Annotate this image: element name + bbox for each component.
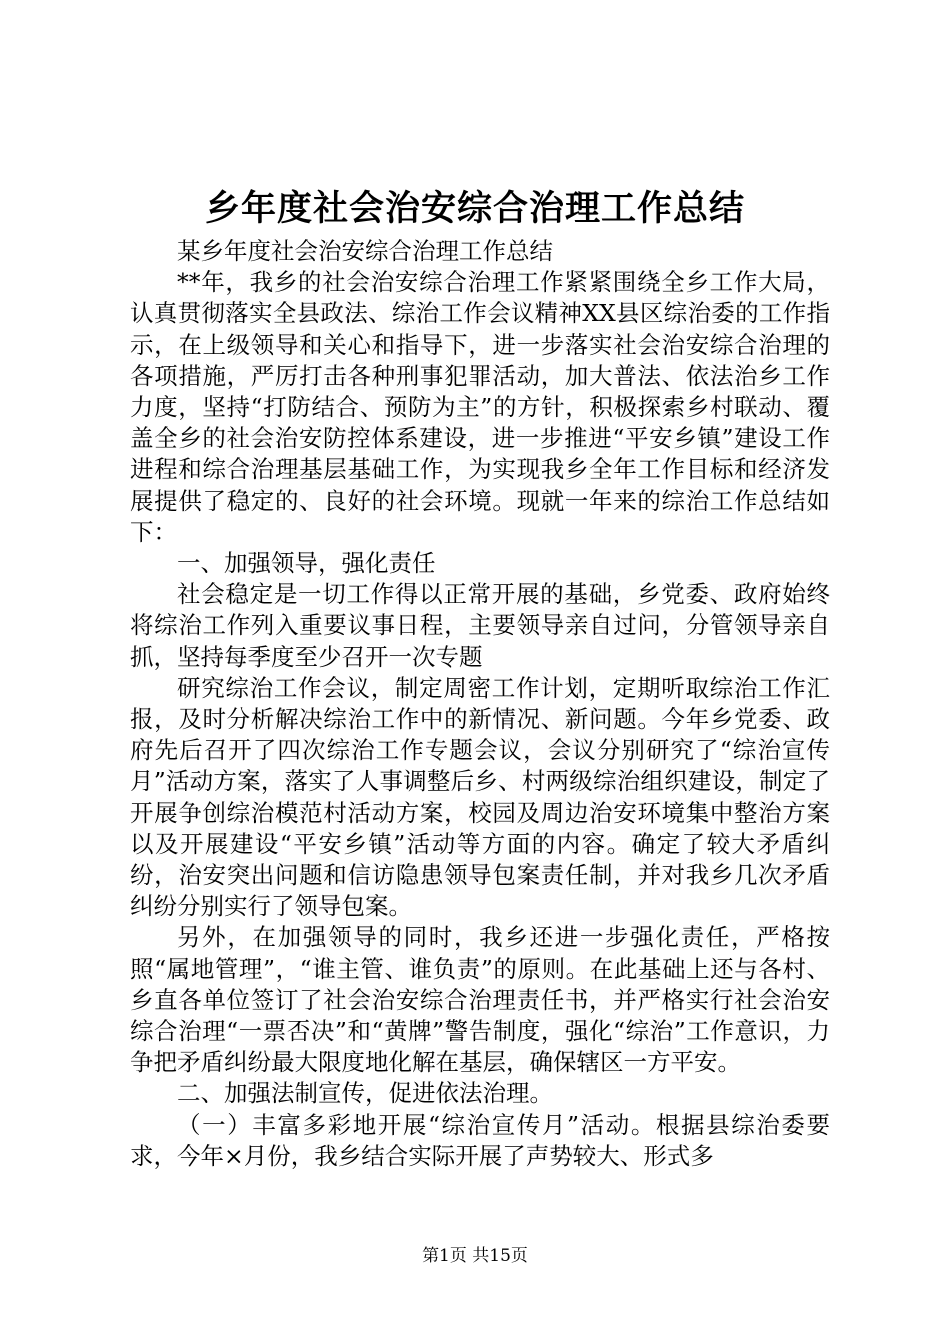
paragraph: 研究综治工作会议，制定周密工作计划，定期听取综治工作汇报，及时分析解决综治工作中的新情况、新问题。今年乡党委、政府先后召开了四次综治工作专题会议，会议分别研究了“综治宣传月”活动方案，落实了人事调整后乡、村两级综治组织建设，制定了开展争创综治模范村活动方案，校园及周边治安环境集中整治方案以及开展建设“平安乡镇”活动等方面的内容。确定了较大矛盾纠纷，治安突出问题和信访隐患领导包案责任制，并对我乡几次矛盾纠纷分别实行了领导包案。 [130, 673, 830, 921]
paragraph: 社会稳定是一切工作得以正常开展的基础，乡党委、政府始终将综治工作列入重要议事日程，主要领导亲自过问，分管领导亲自抓，坚持每季度至少召开一次专题 [130, 580, 830, 671]
document-body [130, 236, 830, 1172]
paragraph: 另外，在加强领导的同时，我乡还进一步强化责任，严格按照“属地管理”，“谁主管、谁负责”的原则。在此基础上还与各村、乡直各单位签订了社会治安综合治理责任书，并严格实行社会治安综合治理“一票否决”和“黄牌”警告制度，强化“综治”工作意识，力争把矛盾纠纷最大限度地化解在基层，确保辖区一方平安。 [130, 923, 830, 1077]
paragraph: （一）丰富多彩地开展“综治宣传月”活动。根据县综治委要求，今年×月份，我乡结合实际开展了声势较大、形式多 [130, 1110, 830, 1170]
document-title: 乡年度社会治安综合治理工作总结 [204, 188, 745, 229]
paragraph-intro: **年，我乡的社会治安综合治理工作紧紧围绕全乡工作大局，认真贯彻落实全县政法、综治工作会议精神XX县区综治委的工作指示，在上级领导和关心和指导下，进一步落实社会治安综合治理的各项措施，严厉打击各种刑事犯罪活动，加大普法、依法治乡工作力度，坚持“打防结合、预防为主”的方针，积极探索乡村联动、覆盖全乡的社会治安防控体系建设，进一步推进“平安乡镇”建设工作进程和综合治理基层基础工作，为实现我乡全年工作目标和经济发展提供了稳定的、良好的社会环境。现就一年来的综治工作总结如下： [130, 268, 830, 546]
section-heading-2: 二、加强法制宣传，促进依法治理。 [177, 1079, 553, 1108]
page-footer: 第1页 共15页 [422, 1246, 528, 1266]
paragraph-subtitle: 某乡年度社会治安综合治理工作总结 [177, 237, 553, 265]
section-heading-1: 一、加强领导，强化责任 [177, 549, 436, 578]
